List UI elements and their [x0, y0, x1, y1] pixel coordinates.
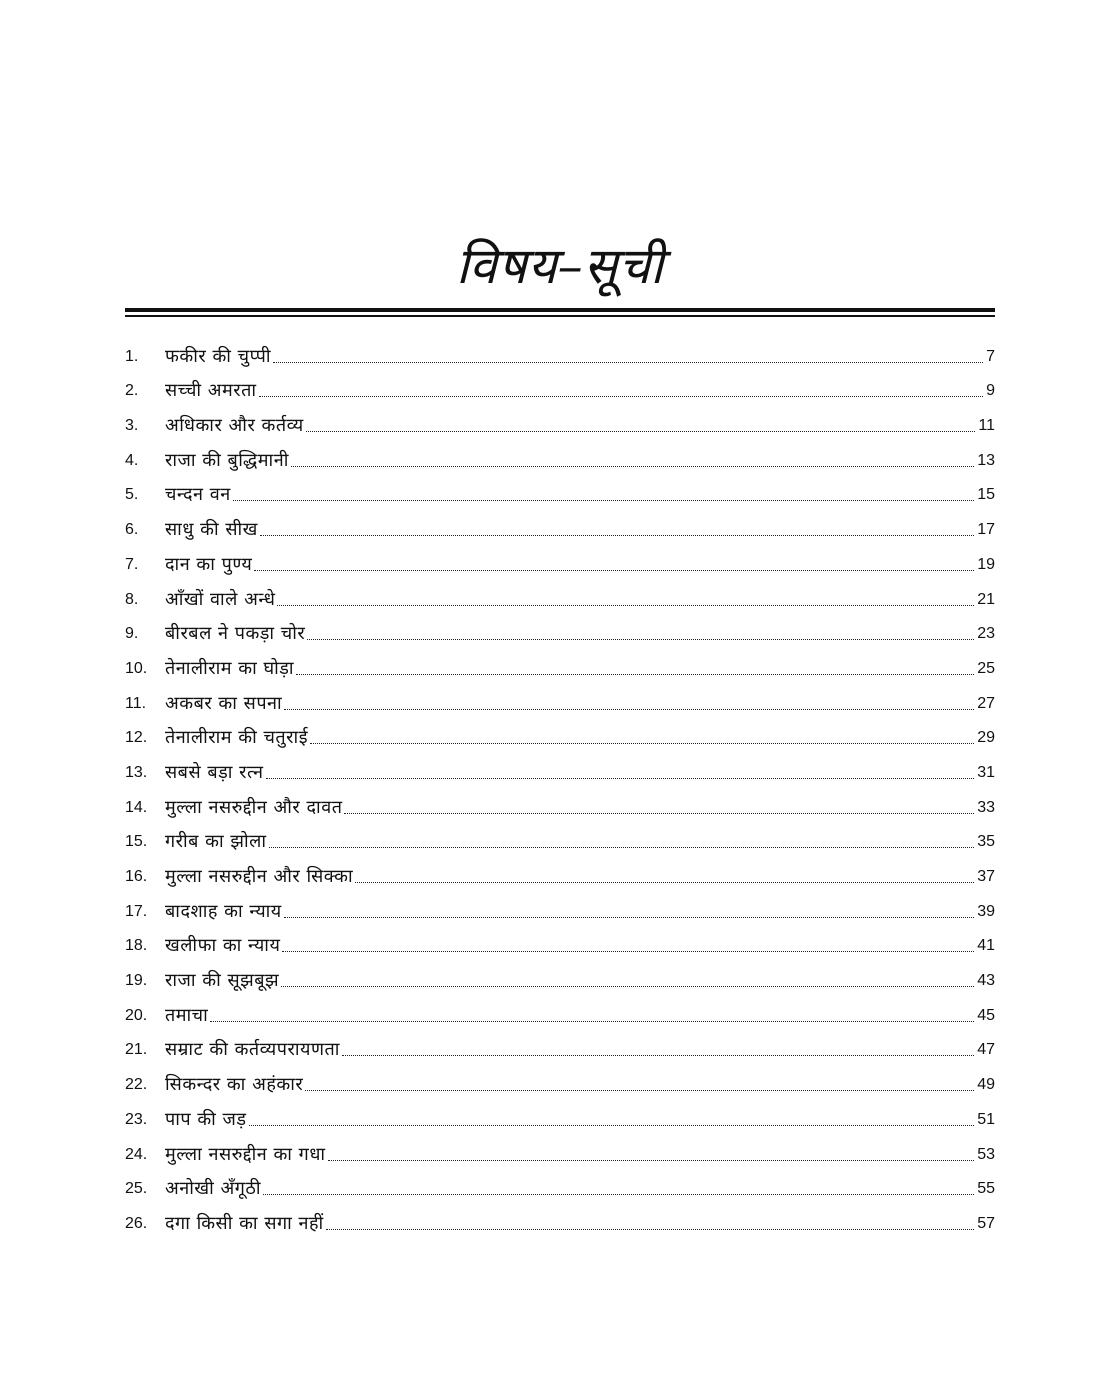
toc-entry	[125, 542, 995, 577]
toc-entry-page-number: 49	[977, 1076, 995, 1094]
toc-entry-number: 26.	[125, 1214, 148, 1232]
dot-leader	[284, 709, 974, 710]
toc-entry	[125, 577, 995, 612]
toc-entry-number: 24.	[125, 1145, 148, 1163]
toc-entry-page-number: 39	[977, 902, 995, 920]
toc-entry-number: 25.	[125, 1180, 148, 1198]
toc-entry-number: 14.	[125, 798, 148, 816]
rule-thin-line	[125, 315, 995, 317]
toc-entry-title: दान का पुण्य	[165, 553, 253, 575]
toc-entry	[125, 438, 995, 473]
dot-leader	[273, 362, 983, 363]
toc-entry	[125, 820, 995, 855]
toc-entry-number: 12.	[125, 729, 148, 747]
dot-leader	[266, 778, 975, 779]
toc-entry	[125, 1132, 995, 1167]
dot-leader	[254, 570, 974, 571]
toc-entry-title: खलीफा का न्याय	[165, 935, 281, 957]
dot-leader	[233, 500, 974, 501]
toc-entry-page-number: 41	[977, 937, 995, 955]
toc-entry-page-number: 47	[977, 1041, 995, 1059]
toc-entry-number: 23.	[125, 1110, 148, 1128]
toc-entry-title: दगा किसी का सगा नहीं	[165, 1212, 324, 1234]
dot-leader	[310, 743, 974, 744]
toc-entry-title: मुल्ला नसरुद्दीन और सिक्का	[165, 866, 354, 887]
toc-entry-page-number: 29	[977, 729, 995, 747]
toc-entry-number: 5.	[125, 486, 139, 504]
toc-entry-page-number: 33	[977, 798, 995, 816]
toc-entry-title: बादशाह का न्याय	[165, 900, 282, 922]
dot-leader	[282, 951, 974, 952]
toc-entry-number: 17.	[125, 902, 148, 920]
dot-leader	[210, 1021, 974, 1022]
toc-entry-number: 16.	[125, 868, 148, 885]
toc-entry	[125, 507, 995, 542]
toc-entry-title: अनोखी अँगूठी	[165, 1178, 262, 1200]
toc-entry	[125, 1097, 995, 1132]
toc-entry-title: फकीर की चुप्पी	[165, 345, 272, 367]
toc-entry-page-number: 57	[977, 1214, 995, 1232]
toc-entry-page-number: 11	[978, 417, 995, 435]
toc-entry-page-number: 31	[977, 763, 995, 781]
toc-entry-title: मुल्ला नसरुद्दीन और दावत	[165, 796, 343, 818]
toc-entry-number: 8.	[125, 590, 139, 608]
toc-entry-page-number: 27	[977, 694, 995, 712]
toc-entry-page-number: 19	[977, 555, 995, 573]
toc-entry-number: 13.	[125, 763, 148, 781]
toc-entry-title: पाप की जड़	[165, 1108, 247, 1130]
dot-leader	[296, 674, 974, 675]
toc-entry	[125, 993, 995, 1028]
toc-entry-number: 22.	[125, 1076, 148, 1094]
toc-entry-title: बीरबल ने पकड़ा चोर	[165, 623, 306, 645]
toc-entry	[125, 958, 995, 993]
table-of-contents	[125, 334, 995, 1236]
toc-entry	[125, 369, 995, 404]
toc-entry-page-number: 43	[977, 972, 995, 990]
dot-leader	[344, 813, 974, 814]
toc-entry	[125, 785, 995, 820]
page-title: विषय–सूची	[455, 237, 665, 295]
toc-entry	[125, 716, 995, 751]
toc-entry-number: 4.	[125, 451, 139, 469]
toc-entry-title: सच्ची अमरता	[165, 380, 257, 402]
toc-entry-title: तेनालीराम की चतुराई	[165, 727, 309, 749]
toc-entry-page-number: 21	[977, 590, 995, 608]
toc-entry-title: आँखों वाले अन्धे	[165, 588, 276, 610]
dot-leader	[277, 605, 974, 606]
toc-entry	[125, 1201, 995, 1236]
toc-entry-title: राजा की बुद्धिमानी	[165, 449, 289, 471]
toc-entry-number: 9.	[125, 625, 139, 643]
toc-entry-title: अकबर का सपना	[165, 692, 283, 714]
toc-entry-page-number: 17	[977, 521, 995, 539]
dot-leader	[291, 466, 974, 467]
toc-entry-page-number: 35	[977, 833, 995, 851]
dot-leader	[328, 1160, 975, 1161]
dot-leader	[259, 396, 984, 397]
toc-entry-title: साधु की सीख	[165, 519, 258, 541]
toc-entry-number: 18.	[125, 937, 148, 955]
dot-leader	[281, 986, 974, 987]
dot-leader	[307, 639, 974, 640]
toc-entry-number: 7.	[125, 555, 139, 573]
toc-entry-title: राजा की सूझबूझ	[165, 970, 280, 992]
toc-entry-page-number: 9	[986, 382, 995, 400]
toc-entry-page-number: 55	[977, 1180, 995, 1198]
dot-leader	[342, 1055, 974, 1056]
title-rule	[125, 308, 995, 317]
toc-entry-title: सबसे बड़ा रत्न	[165, 761, 264, 783]
toc-entry	[125, 403, 995, 438]
toc-entry-title: चन्दन वन	[165, 484, 231, 506]
toc-entry-number: 15.	[125, 833, 148, 851]
toc-entry-number: 11.	[125, 694, 147, 712]
toc-entry-title: गरीब का झोला	[165, 831, 267, 853]
rule-thick-line	[125, 308, 995, 312]
toc-entry-page-number: 13	[977, 451, 995, 469]
toc-entry-number: 3.	[125, 417, 139, 435]
toc-entry-number: 2.	[125, 382, 139, 400]
toc-entry-page-number: 53	[977, 1145, 995, 1163]
toc-entry	[125, 1062, 995, 1097]
toc-entry	[125, 750, 995, 785]
toc-entry-number: 21.	[125, 1041, 148, 1059]
dot-leader	[269, 847, 975, 848]
toc-entry	[125, 681, 995, 716]
toc-entry-title: अधिकार और कर्तव्य	[165, 415, 304, 437]
dot-leader	[306, 431, 976, 432]
toc-entry	[125, 924, 995, 959]
dot-leader	[326, 1229, 974, 1230]
toc-entry-page-number: 15	[977, 486, 995, 504]
dot-leader	[355, 882, 974, 883]
toc-entry-page-number: 7	[986, 347, 995, 365]
dot-leader	[305, 1090, 974, 1091]
toc-entry-number: 19.	[125, 972, 148, 990]
toc-entry	[125, 473, 995, 508]
toc-entry-title: मुल्ला नसरुद्दीन का गधा	[165, 1143, 326, 1165]
toc-entry	[125, 854, 995, 889]
toc-entry	[125, 334, 995, 369]
toc-entry-number: 20.	[125, 1006, 148, 1024]
toc-entry-page-number: 23	[977, 625, 995, 643]
toc-entry-title: सिकन्दर का अहंकार	[165, 1074, 304, 1096]
toc-entry-number: 10.	[125, 659, 148, 677]
toc-entry-page-number: 45	[977, 1006, 995, 1024]
dot-leader	[260, 535, 974, 536]
toc-entry	[125, 1028, 995, 1063]
dot-leader	[249, 1125, 975, 1126]
toc-entry-page-number: 37	[977, 868, 995, 885]
toc-entry-title: सम्राट की कर्तव्यपरायणता	[165, 1039, 340, 1061]
toc-entry-page-number: 25	[977, 659, 995, 677]
toc-entry-page-number: 51	[977, 1110, 995, 1128]
toc-entry-number: 1.	[125, 347, 139, 365]
toc-entry	[125, 646, 995, 681]
toc-entry	[125, 889, 995, 924]
toc-entry-title: तेनालीराम का घोड़ा	[165, 657, 295, 679]
toc-entry-title: तमाचा	[165, 1004, 209, 1026]
dot-leader	[263, 1194, 974, 1195]
toc-entry	[125, 1167, 995, 1202]
toc-entry-number: 6.	[125, 521, 139, 539]
toc-entry	[125, 612, 995, 647]
dot-leader	[284, 917, 974, 918]
